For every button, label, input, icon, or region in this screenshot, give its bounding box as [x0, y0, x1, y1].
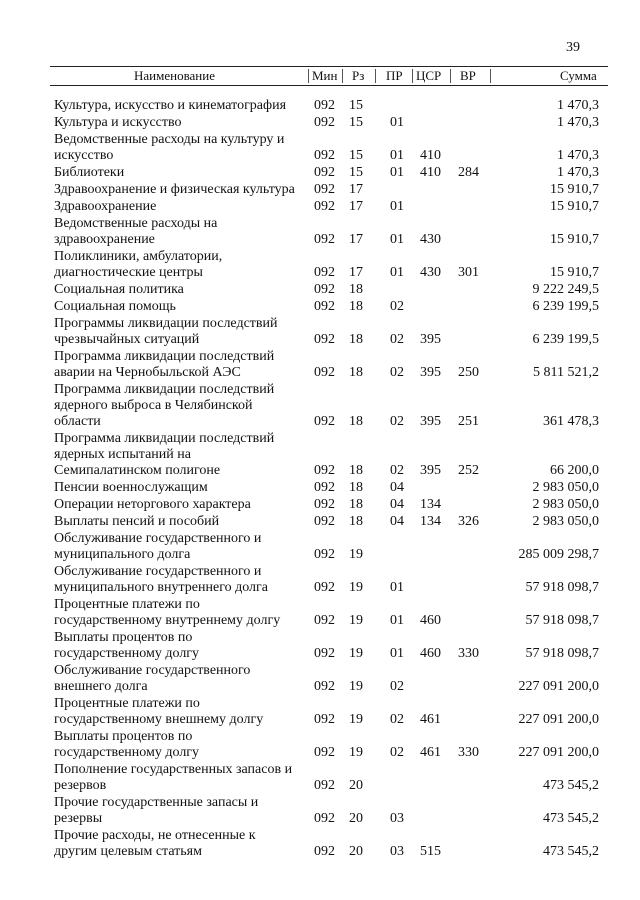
table-row — [0, 564, 640, 597]
cell-sum: 1 470,3 — [557, 165, 599, 180]
cell-pr: 02 — [390, 679, 404, 694]
cell-pr: 04 — [390, 514, 404, 529]
cell-csr: 460 — [420, 613, 441, 628]
cell-min: 092 — [314, 98, 335, 113]
cell-sum: 473 545,2 — [543, 844, 599, 859]
cell-csr: 461 — [420, 745, 441, 760]
cell-csr: 460 — [420, 646, 441, 661]
cell-rz: 18 — [349, 282, 363, 297]
cell-pr: 02 — [390, 365, 404, 380]
table-row — [0, 165, 640, 182]
cell-rz: 15 — [349, 115, 363, 130]
header-divider — [375, 69, 376, 83]
row-name-line: Обслуживание государственного и — [54, 531, 262, 546]
row-name-line: государственному внешнему долгу — [54, 712, 264, 727]
row-name-line: муниципального долга — [54, 547, 191, 562]
row-name — [54, 531, 261, 563]
table-row — [0, 216, 640, 249]
table-row — [0, 299, 640, 316]
row-name — [54, 115, 182, 131]
cell-sum: 1 470,3 — [557, 115, 599, 130]
cell-min: 092 — [314, 679, 335, 694]
table-row — [0, 316, 640, 349]
cell-min: 092 — [314, 265, 335, 280]
cell-min: 092 — [314, 745, 335, 760]
table-row — [0, 282, 640, 299]
table-row — [0, 431, 640, 480]
cell-pr: 03 — [390, 844, 404, 859]
cell-min: 092 — [314, 148, 335, 163]
row-name — [54, 497, 251, 513]
row-name-line: Культура и искусство — [54, 115, 182, 130]
header-rz: Рз — [352, 68, 365, 83]
header-pr: ПР — [386, 68, 403, 83]
cell-sum: 57 918 098,7 — [525, 646, 599, 661]
row-name-line: Здравоохранение — [54, 199, 157, 214]
row-name-line: ядерного выброса в Челябинской — [54, 398, 253, 413]
cell-min: 092 — [314, 613, 335, 628]
row-name-line: Социальная политика — [54, 282, 184, 297]
cell-sum: 6 239 199,5 — [532, 299, 599, 314]
cell-min: 092 — [314, 463, 335, 478]
row-name-line: Поликлиники, амбулатории, — [54, 249, 223, 264]
cell-min: 092 — [314, 282, 335, 297]
row-name-line: внешнего долга — [54, 679, 148, 694]
row-name-line: Процентные платежи по — [54, 597, 200, 612]
cell-sum: 227 091 200,0 — [518, 679, 599, 694]
row-name-line: аварии на Чернобыльской АЭС — [54, 365, 241, 380]
header-sum: Сумма — [560, 68, 597, 83]
cell-csr: 134 — [420, 514, 441, 529]
row-name-line: резервов — [54, 778, 107, 793]
table-row — [0, 663, 640, 696]
table-header — [50, 66, 608, 86]
cell-csr: 461 — [420, 712, 441, 727]
table-row — [0, 480, 640, 497]
cell-rz: 18 — [349, 480, 363, 495]
cell-rz: 17 — [349, 182, 363, 197]
row-name-line: Ведомственные расходы на культуру и — [54, 132, 285, 147]
cell-min: 092 — [314, 414, 335, 429]
row-name — [54, 316, 278, 348]
table-row — [0, 497, 640, 514]
cell-vr: 330 — [458, 745, 479, 760]
cell-csr: 395 — [420, 365, 441, 380]
row-name-line: Ведомственные расходы на — [54, 216, 218, 231]
row-name-line: другим целевым статьям — [54, 844, 202, 859]
cell-rz: 19 — [349, 580, 363, 595]
table-row — [0, 795, 640, 828]
row-name — [54, 98, 286, 114]
cell-sum: 473 545,2 — [543, 778, 599, 793]
cell-sum: 6 239 199,5 — [532, 332, 599, 347]
row-name-line: чрезвычайных ситуаций — [54, 332, 200, 347]
row-name-line: Программы ликвидации последствий — [54, 316, 278, 331]
row-name — [54, 729, 199, 761]
table-row — [0, 729, 640, 762]
cell-min: 092 — [314, 199, 335, 214]
table-row — [0, 828, 640, 861]
row-name — [54, 249, 222, 281]
cell-sum: 473 545,2 — [543, 811, 599, 826]
cell-min: 092 — [314, 497, 335, 512]
cell-rz: 18 — [349, 497, 363, 512]
cell-min: 092 — [314, 778, 335, 793]
cell-min: 092 — [314, 480, 335, 495]
header-divider — [308, 69, 309, 83]
cell-pr: 01 — [390, 646, 404, 661]
header-divider — [450, 69, 451, 83]
table-row — [0, 531, 640, 564]
row-name — [54, 199, 156, 215]
cell-pr: 01 — [390, 232, 404, 247]
row-name-line: государственному долгу — [54, 745, 200, 760]
row-name — [54, 382, 274, 430]
row-name — [54, 696, 263, 728]
cell-sum: 15 910,7 — [550, 182, 599, 197]
row-name-line: муниципального внутреннего долга — [54, 580, 268, 595]
row-name — [54, 299, 176, 315]
cell-sum: 15 910,7 — [550, 199, 599, 214]
cell-vr: 250 — [458, 365, 479, 380]
header-divider — [342, 69, 343, 83]
row-name-line: резервы — [54, 811, 103, 826]
row-name — [54, 597, 280, 629]
cell-min: 092 — [314, 182, 335, 197]
row-name — [54, 165, 124, 181]
row-name-line: Культура, искусство и кинематография — [54, 98, 287, 113]
row-name-line: Выплаты процентов по — [54, 630, 193, 645]
row-name-line: Прочие государственные запасы и — [54, 795, 259, 810]
header-csr: ЦСР — [416, 68, 442, 83]
cell-min: 092 — [314, 811, 335, 826]
cell-csr: 395 — [420, 332, 441, 347]
cell-min: 092 — [314, 165, 335, 180]
row-name-line: Программа ликвидации последствий — [54, 431, 275, 446]
cell-pr: 01 — [390, 148, 404, 163]
cell-rz: 17 — [349, 265, 363, 280]
row-name-line: диагностические центры — [54, 265, 203, 280]
table-row — [0, 696, 640, 729]
row-name-line: государственному внутреннему долгу — [54, 613, 281, 628]
cell-pr: 02 — [390, 299, 404, 314]
cell-csr: 430 — [420, 265, 441, 280]
table-row — [0, 98, 640, 115]
cell-pr: 02 — [390, 745, 404, 760]
cell-rz: 19 — [349, 712, 363, 727]
cell-sum: 66 200,0 — [550, 463, 599, 478]
cell-vr: 301 — [458, 265, 479, 280]
cell-sum: 2 983 050,0 — [532, 480, 599, 495]
row-name — [54, 480, 208, 496]
row-name-line: Социальная помощь — [54, 299, 176, 314]
cell-rz: 18 — [349, 463, 363, 478]
cell-min: 092 — [314, 712, 335, 727]
cell-rz: 20 — [349, 811, 363, 826]
cell-vr: 330 — [458, 646, 479, 661]
cell-pr: 01 — [390, 199, 404, 214]
cell-pr: 01 — [390, 580, 404, 595]
cell-min: 092 — [314, 646, 335, 661]
row-name — [54, 762, 292, 794]
cell-pr: 04 — [390, 480, 404, 495]
cell-pr: 02 — [390, 332, 404, 347]
cell-pr: 02 — [390, 712, 404, 727]
row-name — [54, 564, 268, 596]
cell-pr: 04 — [390, 497, 404, 512]
cell-min: 092 — [314, 115, 335, 130]
cell-sum: 1 470,3 — [557, 148, 599, 163]
cell-rz: 18 — [349, 299, 363, 314]
cell-rz: 17 — [349, 232, 363, 247]
row-name — [54, 349, 274, 381]
row-name — [54, 630, 199, 662]
cell-min: 092 — [314, 299, 335, 314]
cell-min: 092 — [314, 547, 335, 562]
table-row — [0, 249, 640, 282]
row-name-line: Обслуживание государственного и — [54, 564, 262, 579]
table-row — [0, 762, 640, 795]
row-name-line: государственному долгу — [54, 646, 200, 661]
row-name — [54, 282, 184, 298]
cell-csr: 515 — [420, 844, 441, 859]
cell-csr: 395 — [420, 414, 441, 429]
cell-sum: 361 478,3 — [543, 414, 599, 429]
row-name-line: здравоохранение — [54, 232, 155, 247]
cell-sum: 227 091 200,0 — [518, 712, 599, 727]
cell-rz: 15 — [349, 98, 363, 113]
cell-rz: 19 — [349, 547, 363, 562]
cell-sum: 5 811 521,2 — [533, 365, 599, 380]
cell-rz: 20 — [349, 778, 363, 793]
table-row — [0, 132, 640, 165]
cell-sum: 285 009 298,7 — [518, 547, 599, 562]
cell-rz: 20 — [349, 844, 363, 859]
cell-min: 092 — [314, 844, 335, 859]
cell-rz: 18 — [349, 514, 363, 529]
cell-min: 092 — [314, 365, 335, 380]
cell-csr: 410 — [420, 148, 441, 163]
cell-sum: 15 910,7 — [550, 232, 599, 247]
row-name — [54, 132, 284, 164]
cell-min: 092 — [314, 514, 335, 529]
cell-rz: 19 — [349, 745, 363, 760]
cell-sum: 15 910,7 — [550, 265, 599, 280]
cell-rz: 17 — [349, 199, 363, 214]
table-row — [0, 514, 640, 531]
table-row — [0, 597, 640, 630]
cell-vr: 326 — [458, 514, 479, 529]
cell-csr: 430 — [420, 232, 441, 247]
table-row — [0, 199, 640, 216]
cell-pr: 02 — [390, 414, 404, 429]
row-name-line: Выплаты процентов по — [54, 729, 193, 744]
cell-sum: 57 918 098,7 — [525, 613, 599, 628]
cell-min: 092 — [314, 580, 335, 595]
cell-sum: 2 983 050,0 — [532, 497, 599, 512]
cell-vr: 251 — [458, 414, 479, 429]
row-name-line: Процентные платежи по — [54, 696, 200, 711]
cell-sum: 227 091 200,0 — [518, 745, 599, 760]
cell-sum: 1 470,3 — [557, 98, 599, 113]
row-name-line: Прочие расходы, не отнесенные к — [54, 828, 256, 843]
cell-min: 092 — [314, 232, 335, 247]
row-name-line: Пополнение государственных запасов и — [54, 762, 293, 777]
cell-csr: 395 — [420, 463, 441, 478]
table-body — [0, 98, 640, 861]
row-name-line: искусство — [54, 148, 114, 163]
header-min: Мин — [312, 68, 338, 83]
cell-sum: 9 222 249,5 — [532, 282, 599, 297]
row-name-line: Пенсии военнослужащим — [54, 480, 208, 495]
page-number: 39 — [566, 40, 580, 55]
header-name: Наименование — [134, 68, 215, 83]
cell-csr: 410 — [420, 165, 441, 180]
table-row — [0, 349, 640, 382]
cell-min: 092 — [314, 332, 335, 347]
cell-rz: 19 — [349, 679, 363, 694]
header-divider — [412, 69, 413, 83]
row-name — [54, 795, 258, 827]
row-name — [54, 431, 274, 479]
table-row — [0, 630, 640, 663]
row-name-line: Программа ликвидации последствий — [54, 349, 275, 364]
cell-pr: 01 — [390, 613, 404, 628]
row-name-line: Семипалатинском полигоне — [54, 463, 221, 478]
row-name — [54, 182, 295, 198]
cell-rz: 18 — [349, 365, 363, 380]
row-name-line: ядерных испытаний на — [54, 447, 191, 462]
cell-rz: 15 — [349, 165, 363, 180]
cell-sum: 57 918 098,7 — [525, 580, 599, 595]
row-name-line: Выплаты пенсий и пособий — [54, 514, 220, 529]
cell-rz: 15 — [349, 148, 363, 163]
row-name — [54, 216, 217, 248]
cell-rz: 18 — [349, 414, 363, 429]
cell-rz: 19 — [349, 613, 363, 628]
row-name — [54, 663, 250, 695]
row-name — [54, 514, 219, 530]
cell-pr: 01 — [390, 265, 404, 280]
cell-pr: 01 — [390, 165, 404, 180]
cell-rz: 19 — [349, 646, 363, 661]
row-name-line: Программа ликвидации последствий — [54, 382, 275, 397]
row-name-line: Обслуживание государственного — [54, 663, 251, 678]
row-name-line: Библиотеки — [54, 165, 125, 180]
row-name-line: Операции неторгового характера — [54, 497, 251, 512]
row-name-line: Здравоохранение и физическая культура — [54, 182, 295, 197]
cell-vr: 284 — [458, 165, 479, 180]
header-divider — [490, 69, 491, 83]
row-name-line: области — [54, 414, 101, 429]
cell-csr: 134 — [420, 497, 441, 512]
cell-pr: 03 — [390, 811, 404, 826]
table-row — [0, 182, 640, 199]
row-name — [54, 828, 256, 860]
cell-pr: 01 — [390, 115, 404, 130]
table-row — [0, 382, 640, 431]
header-vr: ВР — [460, 68, 476, 83]
cell-sum: 2 983 050,0 — [532, 514, 599, 529]
cell-rz: 18 — [349, 332, 363, 347]
table-row — [0, 115, 640, 132]
cell-pr: 02 — [390, 463, 404, 478]
cell-vr: 252 — [458, 463, 479, 478]
